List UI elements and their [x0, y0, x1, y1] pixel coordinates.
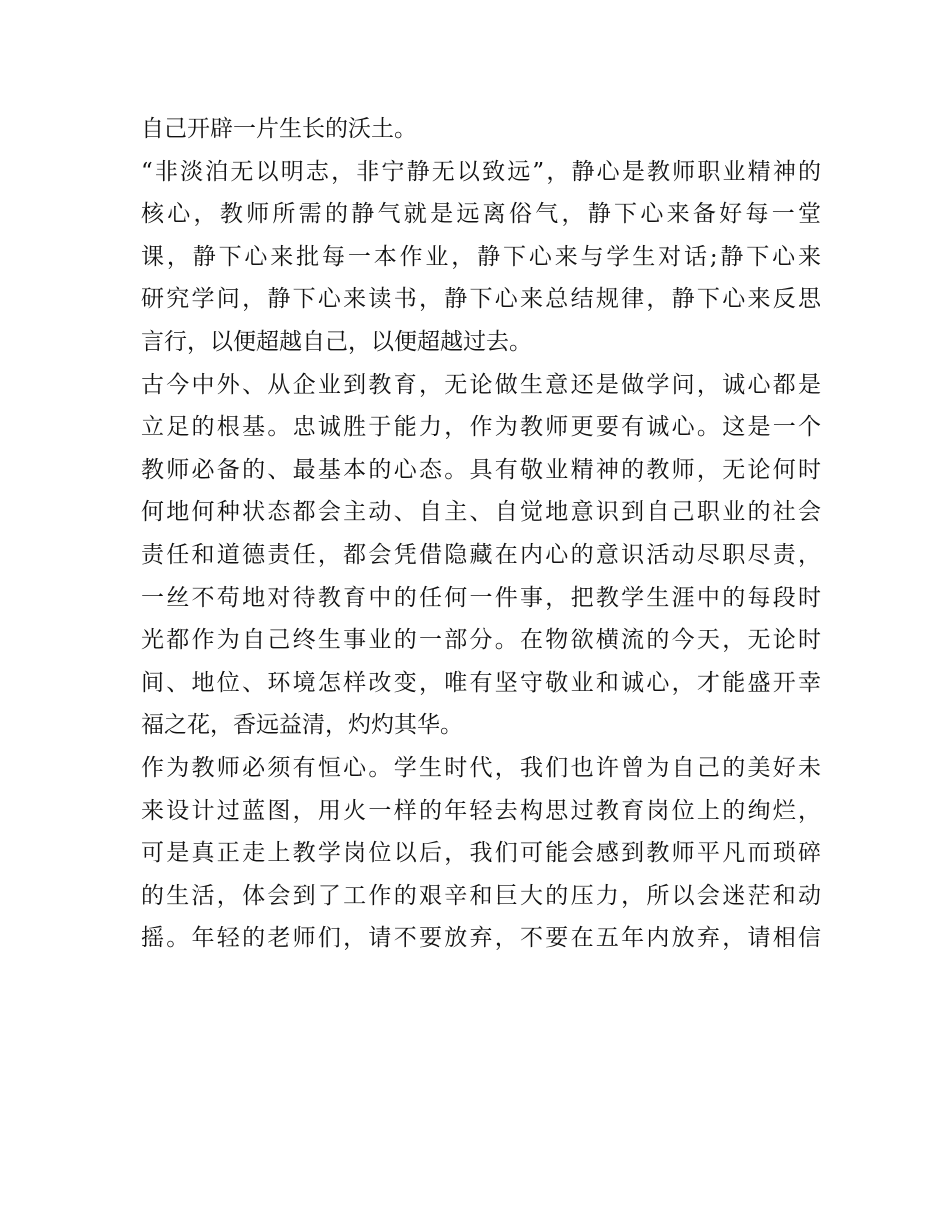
text-line: 可是真正走上教学岗位以后，我们可能会感到教师平凡而琐碎 — [141, 840, 821, 867]
text-line: 何地何种状态都会主动、自主、自觉地意识到自己职业的社会 — [141, 499, 821, 526]
text-line: 摇。年轻的老师们，请不要放弃，不要在五年内放弃，请相信 — [141, 925, 821, 952]
text-line: 福之花，香远益清，灼灼其华。 — [141, 712, 463, 739]
paragraph — [141, 364, 821, 747]
text-line: 责任和道德责任，都会凭借隐藏在内心的意识活动尽职尽责， — [141, 541, 821, 568]
text-line: 核心，教师所需的静气就是远离俗气，静下心来备好每一堂 — [141, 201, 821, 228]
document-body — [141, 108, 821, 960]
text-line: 的生活，体会到了工作的艰辛和巨大的压力，所以会迷茫和动 — [141, 882, 821, 909]
text-line: 光都作为自己终生事业的一部分。在物欲横流的今天，无论时 — [141, 627, 821, 654]
text-line: 立足的根基。忠诚胜于能力，作为教师更要有诚心。这是一个 — [141, 414, 821, 441]
text-line: 间、地位、环境怎样改变，唯有坚守敬业和诚心，才能盛开幸 — [141, 669, 821, 696]
text-line: 古今中外、从企业到教育，无论做生意还是做学问，诚心都是 — [141, 371, 821, 398]
text-line: 研究学问，静下心来读书，静下心来总结规律，静下心来反思 — [141, 286, 821, 313]
text-line: 言行，以便超越自己，以便超越过去。 — [141, 328, 532, 355]
paragraph — [141, 108, 821, 151]
paragraph — [141, 151, 821, 364]
text-line: 自己开辟一片生长的沃土。 — [141, 116, 417, 142]
text-line: “非淡泊无以明志，非宁静无以致远”，静心是教师职业精神的 — [141, 158, 821, 185]
text-line: 来设计过蓝图，用火一样的年轻去构思过教育岗位上的绚烂， — [141, 797, 821, 824]
text-line: 作为教师必须有恒心。学生时代，我们也许曾为自己的美好未 — [141, 754, 821, 781]
text-line: 一丝不苟地对待教育中的任何一件事，把教学生涯中的每段时 — [141, 584, 821, 611]
paragraph — [141, 747, 821, 960]
text-line: 课，静下心来批每一本作业，静下心来与学生对话;静下心来 — [141, 243, 821, 270]
text-line: 教师必备的、最基本的心态。具有敬业精神的教师，无论何时 — [141, 456, 821, 483]
